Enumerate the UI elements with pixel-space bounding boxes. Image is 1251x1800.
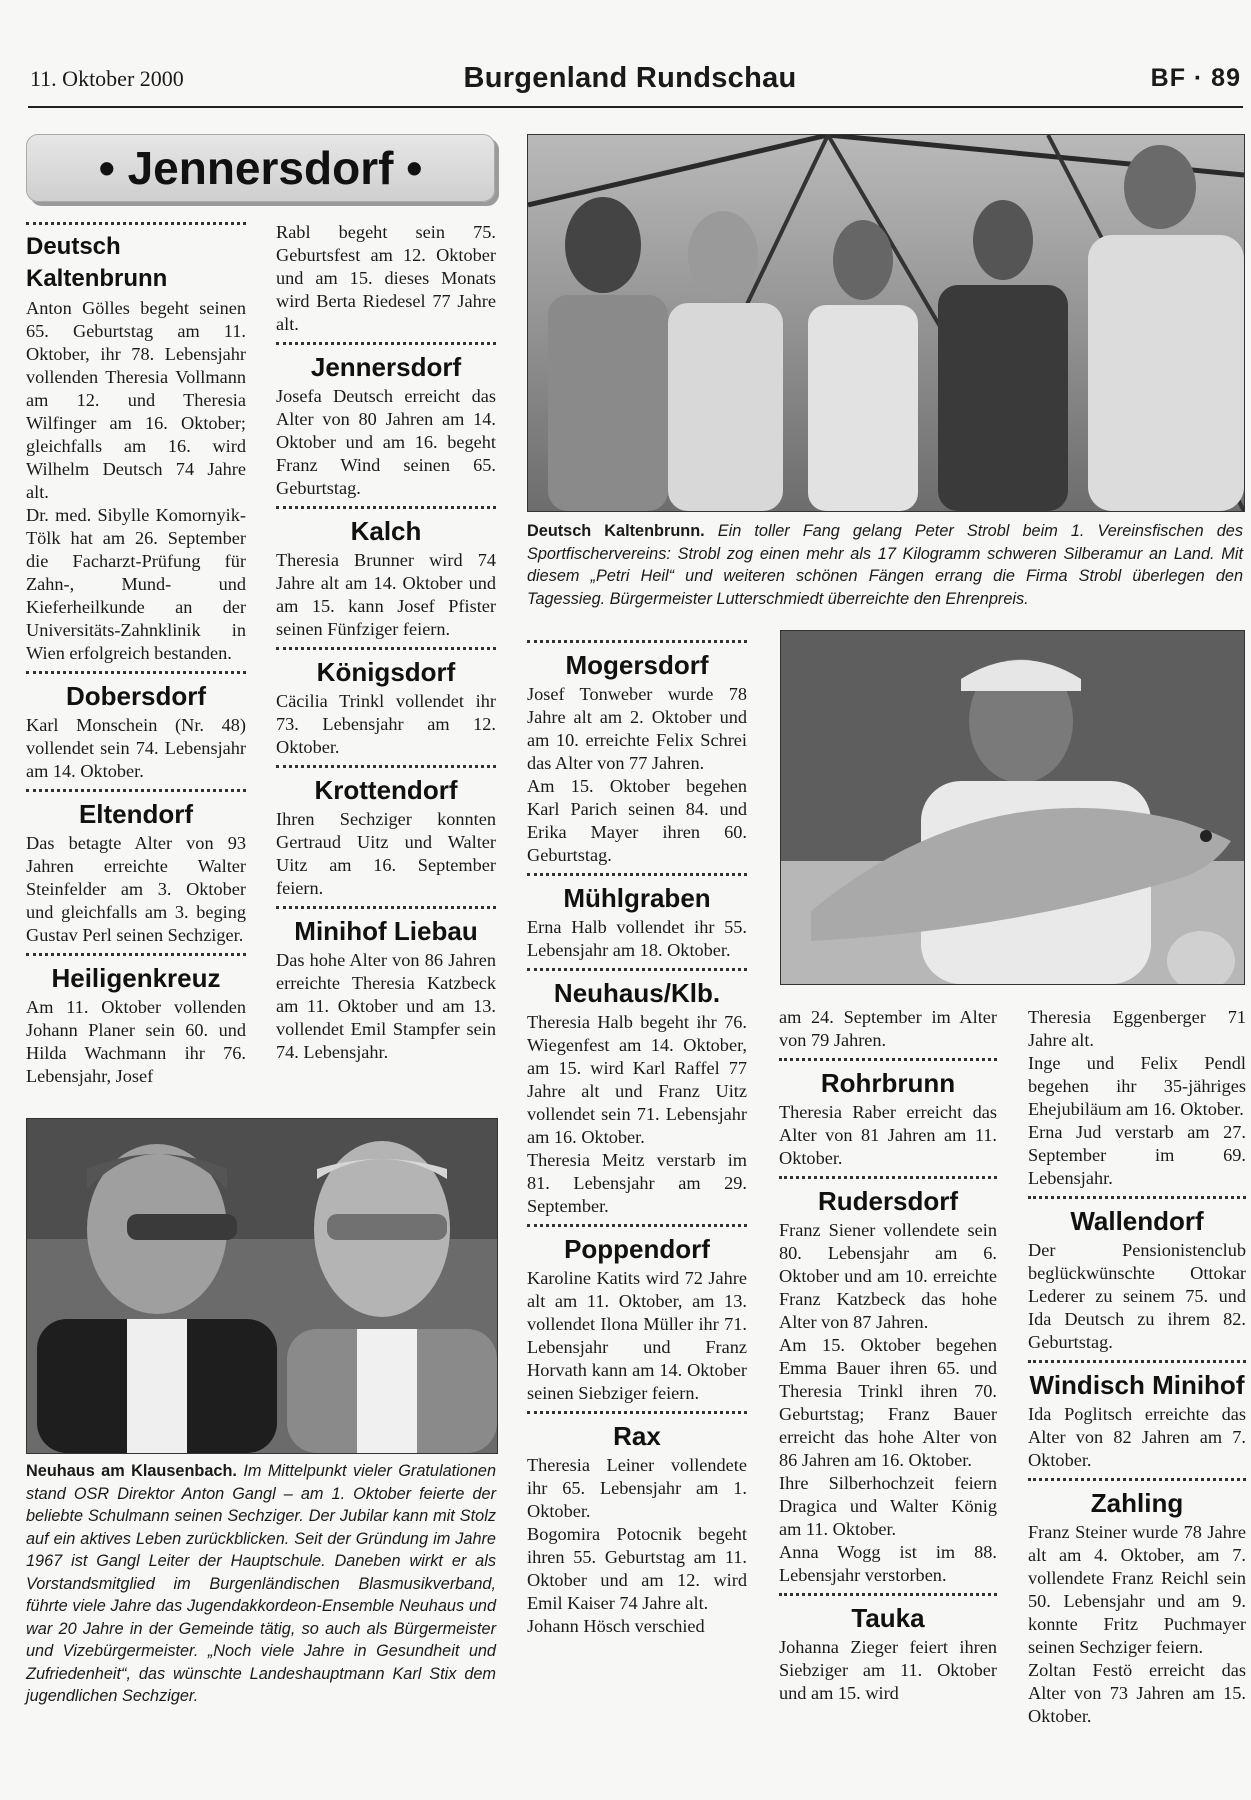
section-text: Ihre Silberhochzeit feiern Dragica und Walter König am 11. Oktober.: [779, 1473, 997, 1539]
section-heading: Jennersdorf: [310, 352, 462, 382]
section-text: am 24. September im Alter von 79 Jahren.: [779, 1007, 997, 1050]
newspaper-title: Burgenland Rundschau: [463, 62, 797, 94]
news-section: [527, 1420, 747, 1638]
divider: [1028, 1196, 1246, 1199]
news-section: [26, 680, 246, 783]
news-section: [527, 977, 747, 1218]
section-text: Am 15. Oktober begehen Emma Bauer ihren 65. und Theresia Trinkl ihren 70. Geburtstag; Franz Bauer erreicht das hohe Alter von 86 Jahren am 16. Oktober.: [779, 1335, 997, 1470]
section-heading: Krottendorf: [314, 775, 458, 805]
news-section: [779, 1185, 997, 1587]
column-5: [1028, 1006, 1246, 1728]
section-heading: Zahling: [1090, 1488, 1184, 1518]
divider: [527, 640, 747, 643]
section-text: Franz Steiner wurde 78 Jahre alt am 4. Oktober, am 7. vollendete Franz Reichl sein 50. Lebensjahr und am 9. konnte Fritz Puchmayer seinen Sechziger feiern.: [1028, 1522, 1246, 1657]
section-heading: Rohrbrunn: [820, 1068, 956, 1098]
photo-fishing-team: [527, 134, 1245, 512]
divider: [1028, 1360, 1246, 1363]
section-text: Bogomira Potocnik begeht ihren 55. Geburtstag am 11. Oktober und am 12. wird Emil Kaiser 74 Jahre alt.: [527, 1524, 747, 1613]
divider: [276, 647, 496, 650]
news-section: [276, 656, 496, 759]
caption-text: Ein toller Fang gelang Peter Strobl beim 1. Vereinsfischen des Sportfischervereins: Strobl zog einen mehr als 17 Kilogramm schweren Silberamur an Land. Mit diesem „Petri Heil“ und weiteren schönen Fängen errang die Firma Strobl überlegen den Tagessieg. Bürgermeister Lutterschmiedt überreichte den Ehrenpreis.: [527, 522, 1243, 608]
section-heading: Poppendorf: [564, 1234, 710, 1264]
caption-lead: Deutsch Kaltenbrunn.: [527, 522, 705, 540]
divider: [26, 789, 246, 792]
caption-text: Im Mittelpunkt vieler Gratulationen stand OSR Direktor Anton Gangl – am 1. Oktober feierte der beliebte Schulmann seinen Sechziger. Der Jubilar kann mit Stolz auf ein aktives Leben zurückblicken. Seit der Gründung im Jahre 1967 ist Gangl Leiter der Hauptschule. Daneben wirkt er als Vorstandsmitglied im Burgenländischen Blasmusikverband, führte viele Jahre das Jugendakkordeon-Ensemble Neuhaus und war 20 Jahre in der Gemeinde tätig, so auch als Bürgermeister und Vizebürgermeister. „Noch viele Jahre in Gesundheit und Zufriedenheit“, das wünschte Landeshauptmann Karl Stix dem jugendlichen Sechziger.: [26, 1462, 496, 1705]
page-number: BF · 89: [1150, 64, 1241, 92]
section-text: Karoline Katits wird 72 Jahre alt am 11. Oktober, am 13. vollendet Ilona Müller ihr 71. Lebensjahr und Franz Horvath kann am 14. Oktober seinen Siebziger feiern.: [527, 1268, 747, 1403]
section-text: Erna Jud verstarb am 27. September im 69. Lebensjahr.: [1028, 1122, 1246, 1188]
news-section: [1028, 1369, 1246, 1472]
news-section: [779, 1602, 997, 1705]
photo-anton-gangl: [26, 1118, 498, 1454]
issue-date: 11. Oktober 2000: [30, 66, 184, 91]
section-heading: Rax: [613, 1421, 661, 1451]
section-heading: Tauka: [851, 1603, 925, 1633]
divider: [26, 671, 246, 674]
photo-fishing-team-caption: [527, 520, 1243, 610]
section-text: Theresia Brunner wird 74 Jahre alt am 14. Oktober und am 15. kann Josef Pfister seinen Fünfziger feiern.: [276, 550, 496, 639]
section-heading: Eltendorf: [78, 799, 194, 829]
divider: [276, 506, 496, 509]
section-text: Theresia Eggenberger 71 Jahre alt.: [1028, 1007, 1246, 1050]
news-section: [1028, 1205, 1246, 1354]
divider: [26, 953, 246, 956]
caption-lead: Neuhaus am Klausenbach.: [26, 1462, 237, 1480]
section-heading: Dobersdorf: [65, 681, 207, 711]
column-2: [276, 221, 496, 1064]
news-section: [1028, 1487, 1246, 1728]
photo-fishing-team-image: [528, 135, 1244, 511]
divider: [527, 1224, 747, 1227]
section-text: Das hohe Alter von 86 Jahren erreichte Theresia Katzbeck am 11. Oktober und am 13. vollendet Emil Stampfer sein 74. Lebensjahr.: [276, 950, 496, 1062]
section-text: Am 15. Oktober begehen Karl Parich seinen 84. und Erika Mayer ihren 60. Geburtstag.: [527, 776, 747, 865]
photo-angler-with-fish: [780, 630, 1245, 985]
section-heading: Windisch Minihof: [1029, 1370, 1245, 1400]
section-heading: Königsdorf: [316, 657, 456, 687]
column-3: [527, 640, 747, 1638]
banner-title: • Jennersdorf •: [98, 142, 423, 194]
section-text: Rabl begeht sein 75. Geburtsfest am 12. Oktober und am 15. dieses Monats wird Berta Riedesel 77 Jahre alt.: [276, 222, 496, 334]
photo-gangl-image: [27, 1119, 497, 1453]
section-text: Der Pensionistenclub beglückwünschte Ottokar Lederer zu seinem 75. und Ida Deutsch zu ihrem 82. Geburtstag.: [1028, 1240, 1246, 1352]
news-section: [26, 231, 246, 665]
section-text: Anton Gölles begeht seinen 65. Geburtstag am 11. Oktober, ihr 78. Lebensjahr vollenden Theresia Vollmann am 12. und Theresia Wilfinger am 16. Oktober; gleichfalls am 16. wird Wilhelm Deutsch 74 Jahre alt.: [26, 298, 246, 502]
section-text: Theresia Meitz verstarb im 81. Lebensjahr am 29. September.: [527, 1150, 747, 1216]
divider: [276, 342, 496, 345]
news-section: [276, 915, 496, 1064]
section-heading: Minihof Liebau: [294, 916, 478, 946]
column-4: [779, 1006, 997, 1705]
section-heading: Kalch: [350, 516, 422, 546]
news-section: [26, 962, 246, 1088]
section-heading: Deutsch Kaltenbrunn: [26, 233, 168, 292]
section-text: Am 11. Oktober vollenden Johann Planer sein 60. und Hilda Wachmann ihr 76. Lebensjahr, Josef: [26, 997, 246, 1086]
news-section: [276, 221, 496, 336]
news-section: [527, 882, 747, 962]
divider: [1028, 1478, 1246, 1481]
section-text: Erna Halb vollendet ihr 55. Lebensjahr am 18. Oktober.: [527, 917, 747, 960]
section-text: Inge und Felix Pendl begehen ihr 35-jähriges Ehejubiläum am 16. Oktober.: [1028, 1053, 1246, 1119]
section-text: Anna Wogg ist im 88. Lebensjahr verstorben.: [779, 1542, 997, 1585]
news-section: [779, 1006, 997, 1052]
divider: [276, 906, 496, 909]
section-text: Ida Poglitsch erreichte das Alter von 82 Jahren am 7. Oktober.: [1028, 1404, 1246, 1470]
divider: [276, 765, 496, 768]
section-text: Josefa Deutsch erreicht das Alter von 80 Jahren am 14. Oktober und am 16. begeht Franz Wind seinen 65. Geburtstag.: [276, 386, 496, 498]
section-heading: Mühlgraben: [563, 883, 711, 913]
section-text: Franz Siener vollendete sein 80. Lebensjahr am 6. Oktober und am 10. erreichte Franz Katzbeck das hohe Alter von 87 Jahren.: [779, 1220, 997, 1332]
news-section: [1028, 1006, 1246, 1190]
divider: [779, 1593, 997, 1596]
divider: [779, 1058, 997, 1061]
section-text: Josef Tonweber wurde 78 Jahre alt am 2. Oktober und am 10. erreichte Felix Schrei das Alter von 77 Jahren.: [527, 684, 747, 773]
section-text: Theresia Raber erreicht das Alter von 81 Jahren am 11. Oktober.: [779, 1102, 997, 1168]
section-text: Das betagte Alter von 93 Jahren erreichte Walter Steinfelder am 3. Oktober und gleichfalls am 3. beging Gustav Perl seinen Sechziger.: [26, 833, 246, 945]
section-text: Johann Hösch verschied: [527, 1616, 705, 1636]
news-section: [276, 774, 496, 900]
divider: [779, 1176, 997, 1179]
divider: [26, 222, 246, 225]
section-text: Theresia Leiner vollendete ihr 65. Lebensjahr am 1. Oktober.: [527, 1455, 747, 1521]
news-section: [276, 351, 496, 500]
section-heading: Wallendorf: [1070, 1206, 1204, 1236]
section-text: Karl Monschein (Nr. 48) vollendet sein 74. Lebensjahr am 14. Oktober.: [26, 715, 246, 781]
divider: [527, 968, 747, 971]
section-text: Theresia Halb begeht ihr 76. Wiegenfest am 14. Oktober, am 15. wird Karl Raffel 77 Jahre alt und Franz Uitz vollendet sein 71. Lebensjahr am 16. Oktober.: [527, 1012, 747, 1147]
divider: [527, 873, 747, 876]
section-heading: Mogersdorf: [565, 650, 709, 680]
section-text: Zoltan Festö erreicht das Alter von 73 Jahren am 15. Oktober.: [1028, 1660, 1246, 1726]
news-section: [527, 649, 747, 867]
news-section: [26, 798, 246, 947]
header-rule: [28, 106, 1243, 108]
photo-anton-gangl-caption: [26, 1460, 496, 1708]
photo-angler-image: [781, 631, 1244, 984]
news-section: [779, 1067, 997, 1170]
section-text: Ihren Sechziger konnten Gertraud Uitz und Walter Uitz am 16. September feiern.: [276, 809, 496, 898]
column-1: [26, 222, 246, 1088]
news-section: [276, 515, 496, 641]
section-text: Dr. med. Sibylle Komornyik-Tölk hat am 26. September die Facharzt-Prüfung für Zahn-, Mund- und Kieferheilkunde an der Universitäts-Zahnklinik in Wien erfolgreich bestanden.: [26, 505, 246, 663]
section-heading: Rudersdorf: [817, 1186, 959, 1216]
section-text: Cäcilia Trinkl vollendet ihr 73. Lebensjahr am 12. Oktober.: [276, 691, 496, 757]
section-banner: [26, 134, 495, 202]
news-section: [527, 1233, 747, 1405]
section-text: Johanna Zieger feiert ihren Siebziger am 11. Oktober und am 15. wird: [779, 1637, 997, 1703]
section-heading: Heiligenkreuz: [51, 963, 221, 993]
divider: [527, 1411, 747, 1414]
section-heading: Neuhaus/Klb.: [553, 978, 721, 1008]
